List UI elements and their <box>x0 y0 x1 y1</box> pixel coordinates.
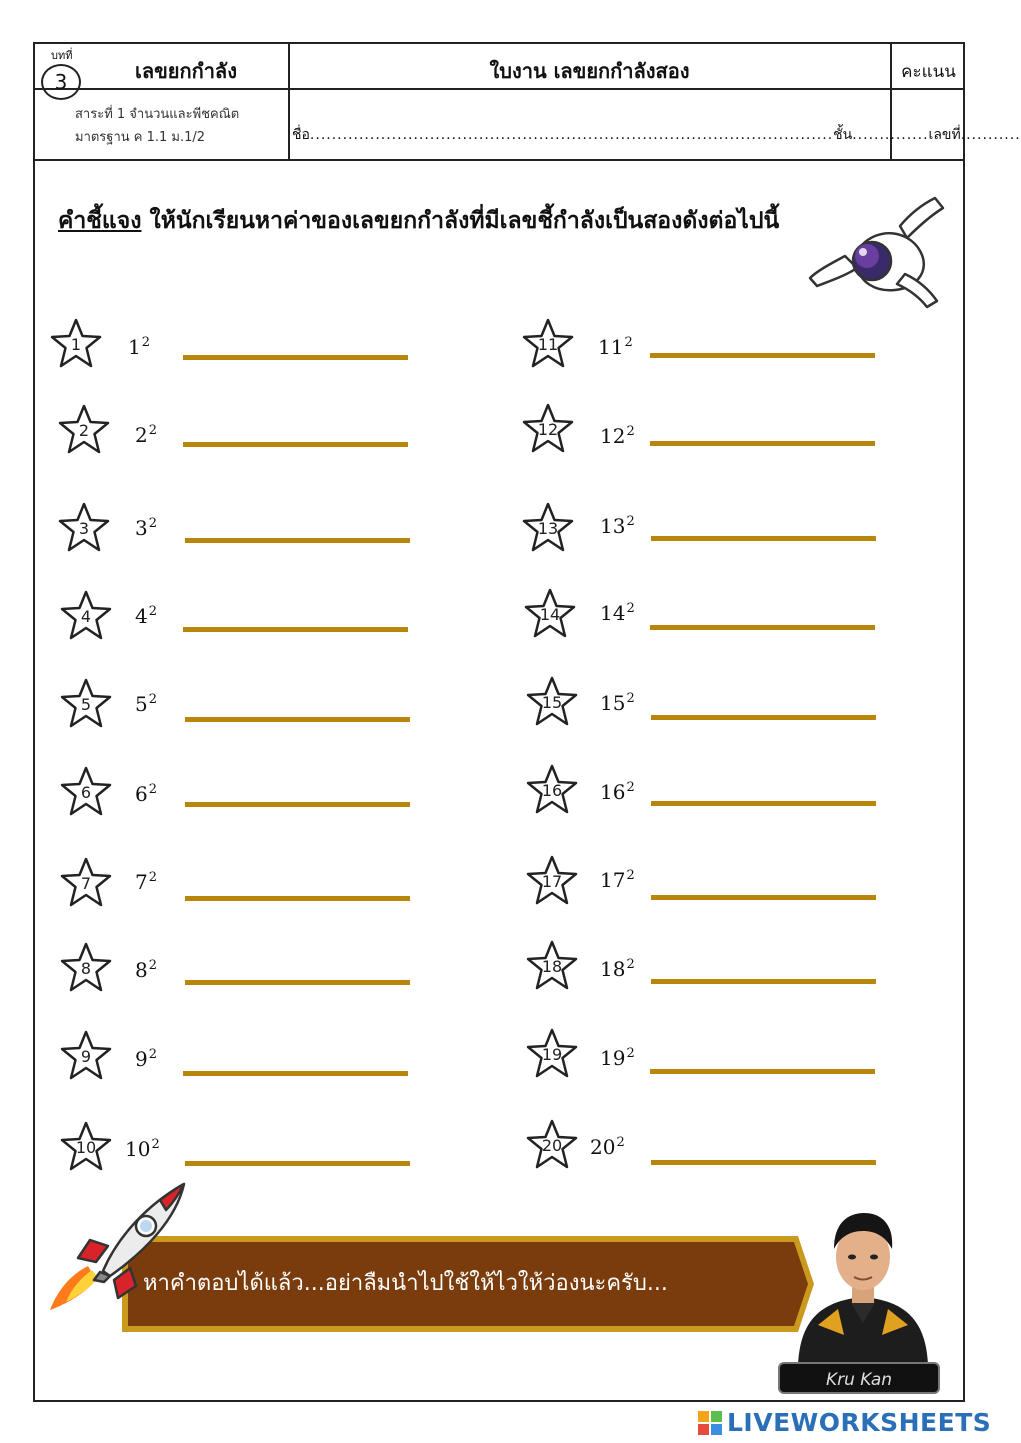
power-expression <box>600 691 635 715</box>
star-number-badge <box>519 500 577 556</box>
answer-line[interactable] <box>650 1069 875 1074</box>
star-number-badge <box>47 316 105 372</box>
question-number: 5 <box>80 695 92 714</box>
question-number: 10 <box>75 1138 97 1157</box>
star-number-badge <box>523 674 581 730</box>
question-number: 19 <box>541 1045 563 1064</box>
base: 9 <box>135 1047 148 1071</box>
exponent: 2 <box>148 516 158 531</box>
question-number: 13 <box>537 519 559 538</box>
answer-line[interactable] <box>185 538 410 543</box>
question-number: 16 <box>541 781 563 800</box>
answer-line[interactable] <box>651 979 876 984</box>
name-label: ชื่อ <box>292 127 310 143</box>
answer-line[interactable] <box>183 442 408 447</box>
star-number-badge <box>57 676 115 732</box>
exponent: 2 <box>626 514 635 529</box>
answer-line[interactable] <box>183 627 408 632</box>
exponent: 2 <box>626 868 635 883</box>
star-number-badge <box>519 401 577 457</box>
question-number: 8 <box>80 959 92 978</box>
exponent: 2 <box>624 335 633 350</box>
exponent: 2 <box>148 1047 158 1062</box>
instruction <box>58 203 779 239</box>
star-number-badge <box>57 1119 115 1175</box>
answer-line[interactable] <box>650 441 875 446</box>
banner-message: หาคำตอบได้แล้ว...อย่าลืมนำไปใช้ให้ไวให้ว่องนะครับ... <box>143 1271 668 1296</box>
base: 11 <box>598 335 624 359</box>
instruction-text: ให้นักเรียนหาค่าของเลขยกกำลังที่มีเลขชี้กำลังเป็นสองดังต่อไปนี้ <box>149 208 780 234</box>
liveworksheets-logo-icon <box>697 1410 723 1436</box>
power-expression <box>600 780 635 804</box>
exponent: 2 <box>148 604 158 619</box>
power-expression <box>135 423 157 447</box>
exponent: 2 <box>626 691 635 706</box>
unit-number: 3 <box>41 64 81 100</box>
power-expression <box>600 424 635 448</box>
star-number-badge <box>523 938 581 994</box>
sheet-title: ใบงาน เลขยกกำลังสอง <box>489 59 690 83</box>
question-number: 9 <box>80 1047 92 1066</box>
answer-line[interactable] <box>183 1071 408 1076</box>
exponent: 2 <box>148 958 158 973</box>
question-number: 11 <box>537 335 559 354</box>
answer-line[interactable] <box>185 802 410 807</box>
base: 8 <box>135 958 148 982</box>
power-expression <box>135 692 157 716</box>
teacher-name-tag: Kru Kan <box>778 1362 940 1394</box>
star-number-badge <box>523 762 581 818</box>
subject-strand: สาระที่ 1 จำนวนและพีชคณิต <box>75 107 240 122</box>
power-expression <box>590 1135 625 1159</box>
exponent: 2 <box>141 335 151 350</box>
exponent: 2 <box>148 870 158 885</box>
base: 3 <box>135 516 148 540</box>
power-expression <box>125 1137 160 1161</box>
unit-label: บทที่ <box>51 49 73 62</box>
star-number-badge <box>523 1026 581 1082</box>
power-expression <box>600 957 635 981</box>
answer-line[interactable] <box>651 536 876 541</box>
base: 5 <box>135 692 148 716</box>
exponent: 2 <box>626 1046 635 1061</box>
answer-line[interactable] <box>183 355 408 360</box>
header-divider <box>35 88 963 90</box>
base: 15 <box>600 691 626 715</box>
star-number-badge <box>57 588 115 644</box>
power-expression <box>600 868 635 892</box>
power-expression <box>598 335 633 359</box>
star-number-badge <box>519 316 577 372</box>
answer-line[interactable] <box>651 1160 876 1165</box>
star-number-badge <box>55 402 113 458</box>
question-number: 6 <box>80 783 92 802</box>
question-number: 1 <box>70 335 82 354</box>
power-expression <box>135 870 157 894</box>
exponent: 2 <box>626 780 635 795</box>
star-number-badge <box>57 855 115 911</box>
class-label: ชั้น <box>833 127 853 143</box>
star-number-badge <box>55 500 113 556</box>
power-expression <box>128 335 150 359</box>
base: 10 <box>125 1137 151 1161</box>
answer-line[interactable] <box>651 801 876 806</box>
number-label: เลขที่ <box>928 127 961 143</box>
answer-line[interactable] <box>185 717 410 722</box>
power-expression <box>135 782 157 806</box>
power-expression <box>135 1047 157 1071</box>
exponent: 2 <box>148 423 158 438</box>
exponent: 2 <box>626 424 635 439</box>
star-number-badge <box>57 1028 115 1084</box>
question-number: 12 <box>537 420 559 439</box>
score-label: คะแนน <box>901 62 956 82</box>
base: 17 <box>600 868 626 892</box>
base: 4 <box>135 604 148 628</box>
base: 1 <box>128 335 141 359</box>
number-blank[interactable]: ........... <box>960 127 1021 143</box>
worksheet-header <box>33 42 1021 161</box>
question-number: 3 <box>78 519 90 538</box>
star-number-badge <box>521 586 579 642</box>
power-expression <box>135 958 157 982</box>
star-number-badge <box>57 940 115 996</box>
question-number: 18 <box>541 957 563 976</box>
subject-standard: มาตรฐาน ค 1.1 ม.1/2 <box>75 130 206 145</box>
base: 20 <box>590 1135 616 1159</box>
student-info-field[interactable] <box>292 124 1021 146</box>
exponent: 2 <box>626 601 635 616</box>
teacher-illustration <box>788 1205 938 1365</box>
answer-line[interactable] <box>185 896 410 901</box>
question-number: 20 <box>541 1136 563 1155</box>
class-blank[interactable]: .............. <box>852 127 929 143</box>
question-number: 14 <box>539 605 561 624</box>
rocket-illustration <box>48 1176 193 1316</box>
base: 6 <box>135 782 148 806</box>
exponent: 2 <box>148 692 158 707</box>
base: 14 <box>600 601 626 625</box>
exponent: 2 <box>148 782 158 797</box>
base: 7 <box>135 870 148 894</box>
exponent: 2 <box>151 1137 160 1152</box>
base: 18 <box>600 957 626 981</box>
question-number: 15 <box>541 693 563 712</box>
question-number: 4 <box>80 607 92 626</box>
power-expression <box>600 601 635 625</box>
answer-line[interactable] <box>650 625 875 630</box>
astronaut-illustration <box>805 186 960 311</box>
question-number: 2 <box>78 421 90 440</box>
answer-line[interactable] <box>651 895 876 900</box>
base: 12 <box>600 424 626 448</box>
exponent: 2 <box>616 1135 625 1150</box>
star-number-badge <box>523 853 581 909</box>
unit-title: เลขยกกำลัง <box>135 59 237 83</box>
base: 19 <box>600 1046 626 1070</box>
base: 16 <box>600 780 626 804</box>
power-expression <box>600 514 635 538</box>
answer-line[interactable] <box>185 980 410 985</box>
power-expression <box>600 1046 635 1070</box>
footer-brand[interactable]: LIVEWORKSHEETS <box>727 1408 992 1437</box>
exponent: 2 <box>626 957 635 972</box>
base: 13 <box>600 514 626 538</box>
question-number: 7 <box>80 874 92 893</box>
star-number-badge <box>523 1117 581 1173</box>
instruction-label: คำชี้แจง <box>58 208 142 234</box>
power-expression <box>135 604 157 628</box>
answer-line[interactable] <box>650 353 875 358</box>
question-number: 17 <box>541 872 563 891</box>
star-number-badge <box>57 764 115 820</box>
base: 2 <box>135 423 148 447</box>
answer-line[interactable] <box>651 715 876 720</box>
answer-line[interactable] <box>185 1161 410 1166</box>
power-expression <box>135 516 157 540</box>
name-blank[interactable]: ................................................................................................ <box>309 127 834 143</box>
